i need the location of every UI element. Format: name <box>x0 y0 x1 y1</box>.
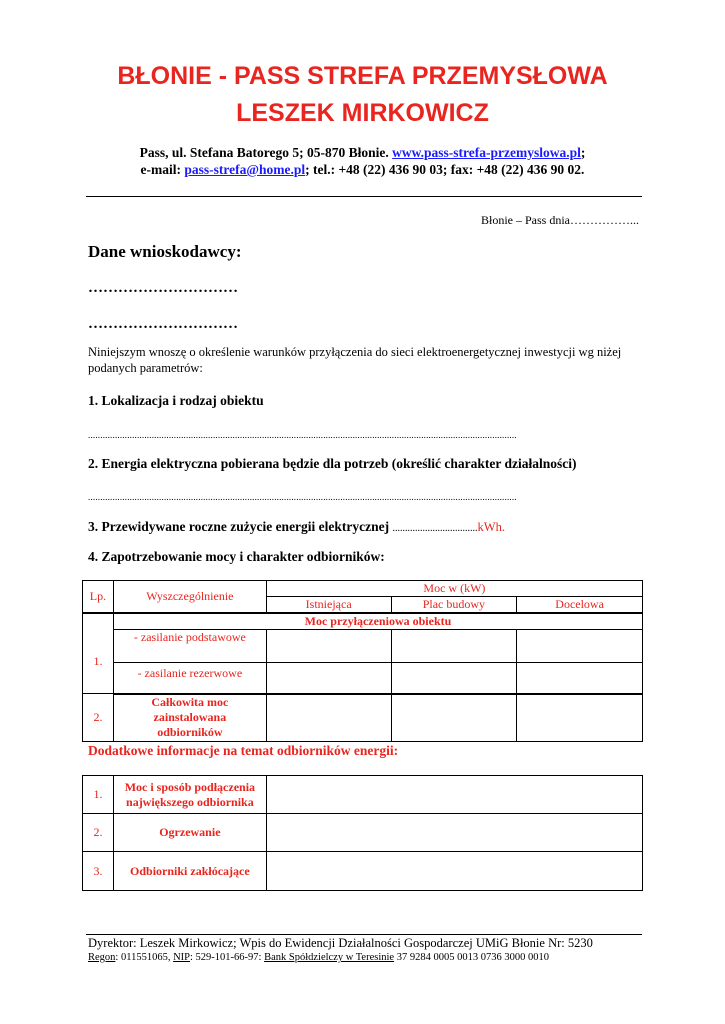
email-link[interactable]: pass-strefa@home.pl <box>184 162 306 177</box>
row-1-lp: 1. <box>83 630 114 694</box>
row-1a-target[interactable] <box>517 630 643 663</box>
applicant-heading: Dane wnioskodawcy: <box>88 242 242 261</box>
section-3-unit: kWh. <box>477 520 505 534</box>
header-existing: Istniejąca <box>266 597 391 614</box>
footer-line-2 <box>88 952 549 963</box>
nip-label: NIP <box>173 952 190 963</box>
address-suffix: ; <box>580 145 586 160</box>
bank-label: Bank Spółdzielczy w Teresinie <box>264 952 395 963</box>
nip-value: : 529-101-66-97: <box>190 952 265 963</box>
header-power: Moc w (kW) <box>266 581 642 597</box>
row-1a-existing[interactable] <box>266 630 391 663</box>
section-4-heading: 4. Zapotrzebowanie mocy i charakter odbiorników: <box>88 549 385 564</box>
section-1-heading: 1. Lokalizacja i rodzaj obiektu <box>88 393 264 408</box>
section-2-heading: 2. Energia elektryczna pobierana będzie dla potrzeb (określić charakter działalności) <box>88 456 577 471</box>
receiver-row-3-value[interactable] <box>266 852 642 891</box>
extra-info-heading: Dodatkowe informacje na temat odbiorników energii: <box>88 743 399 758</box>
receiver-row-2-value[interactable] <box>266 814 642 852</box>
receiver-row-1-value[interactable] <box>266 776 642 814</box>
title-line-1: BŁONIE - PASS STREFA PRZEMYSŁOWA <box>117 62 608 90</box>
power-table <box>82 580 643 742</box>
contact-text: ; tel.: +48 (22) 436 90 03; fax: +48 (22) 436 90 02. <box>305 162 585 177</box>
row-1a-label: - zasilanie podstawowe <box>113 630 266 663</box>
section-3-line <box>88 519 505 535</box>
receiver-row-1-label: Moc i sposób podłączenia największego odbiornika <box>113 776 266 814</box>
regon-value: : 011551065, <box>115 952 174 963</box>
intro-text: Niniejszym wnoszę o określenie warunków przyłączenia do sieci elektroenergetycznej inwestycji wg niżej podanych parametrów: <box>88 345 622 375</box>
receiver-row-2-label: Ogrzewanie <box>113 814 266 852</box>
row-2-target[interactable] <box>517 694 643 742</box>
receiver-row-1-lp: 1. <box>83 776 114 814</box>
regon-label: Regon <box>88 952 116 963</box>
row-1b-label: - zasilanie rezerwowe <box>113 663 266 694</box>
section-3-heading: 3. Przewidywane roczne zużycie energii elektrycznej <box>88 519 390 534</box>
applicant-line-1: ………………………… <box>88 280 238 296</box>
subheader-connection-power: Moc przyłączeniowa obiektu <box>113 613 642 630</box>
receiver-row-3-label: Odbiorniki zakłócające <box>113 852 266 891</box>
address-line <box>0 144 725 161</box>
section-2-dots: ............................................................................................................................................................................... <box>88 492 517 502</box>
section-1-dots: ............................................................................................................................................................................... <box>88 430 517 440</box>
applicant-line-2: ………………………… <box>88 316 238 332</box>
footer-line-1: Dyrektor: Leszek Mirkowicz; Wpis do Ewidencji Działalności Gospodarczej UMiG Błonie Nr: 5230 <box>88 936 593 950</box>
footer-divider <box>86 934 642 935</box>
date-line: Błonie – Pass dnia……………... <box>481 213 639 227</box>
header-item: Wyszczególnienie <box>113 581 266 614</box>
row-1b-existing[interactable] <box>266 663 391 694</box>
row-1b-target[interactable] <box>517 663 643 694</box>
receiver-row-3-lp: 3. <box>83 852 114 891</box>
row-2-construction[interactable] <box>391 694 517 742</box>
bank-value: 37 9284 0005 0013 0736 3000 0010 <box>394 952 549 963</box>
header-target: Docelowa <box>517 597 643 614</box>
title-line-2: LESZEK MIRKOWICZ <box>236 99 489 127</box>
row-1a-construction[interactable] <box>391 630 517 663</box>
contact-line <box>0 161 725 178</box>
address-text: Pass, ul. Stefana Batorego 5; 05-870 Błonie. <box>139 145 393 160</box>
header-construction: Plac budowy <box>391 597 517 614</box>
row-2-label: Całkowita moc zainstalowana odbiorników <box>113 694 266 742</box>
row-1b-construction[interactable] <box>391 663 517 694</box>
row-2-lp: 2. <box>83 694 114 742</box>
receivers-table <box>82 775 643 891</box>
header-divider <box>86 196 642 197</box>
header-lp: Lp. <box>83 581 114 614</box>
website-link[interactable]: www.pass-strefa-przemyslowa.pl <box>392 145 581 160</box>
subheader-empty <box>83 613 114 630</box>
section-3-dots: .................................. <box>392 523 478 534</box>
receiver-row-2-lp: 2. <box>83 814 114 852</box>
row-2-existing[interactable] <box>266 694 391 742</box>
email-label: e-mail: <box>140 162 185 177</box>
